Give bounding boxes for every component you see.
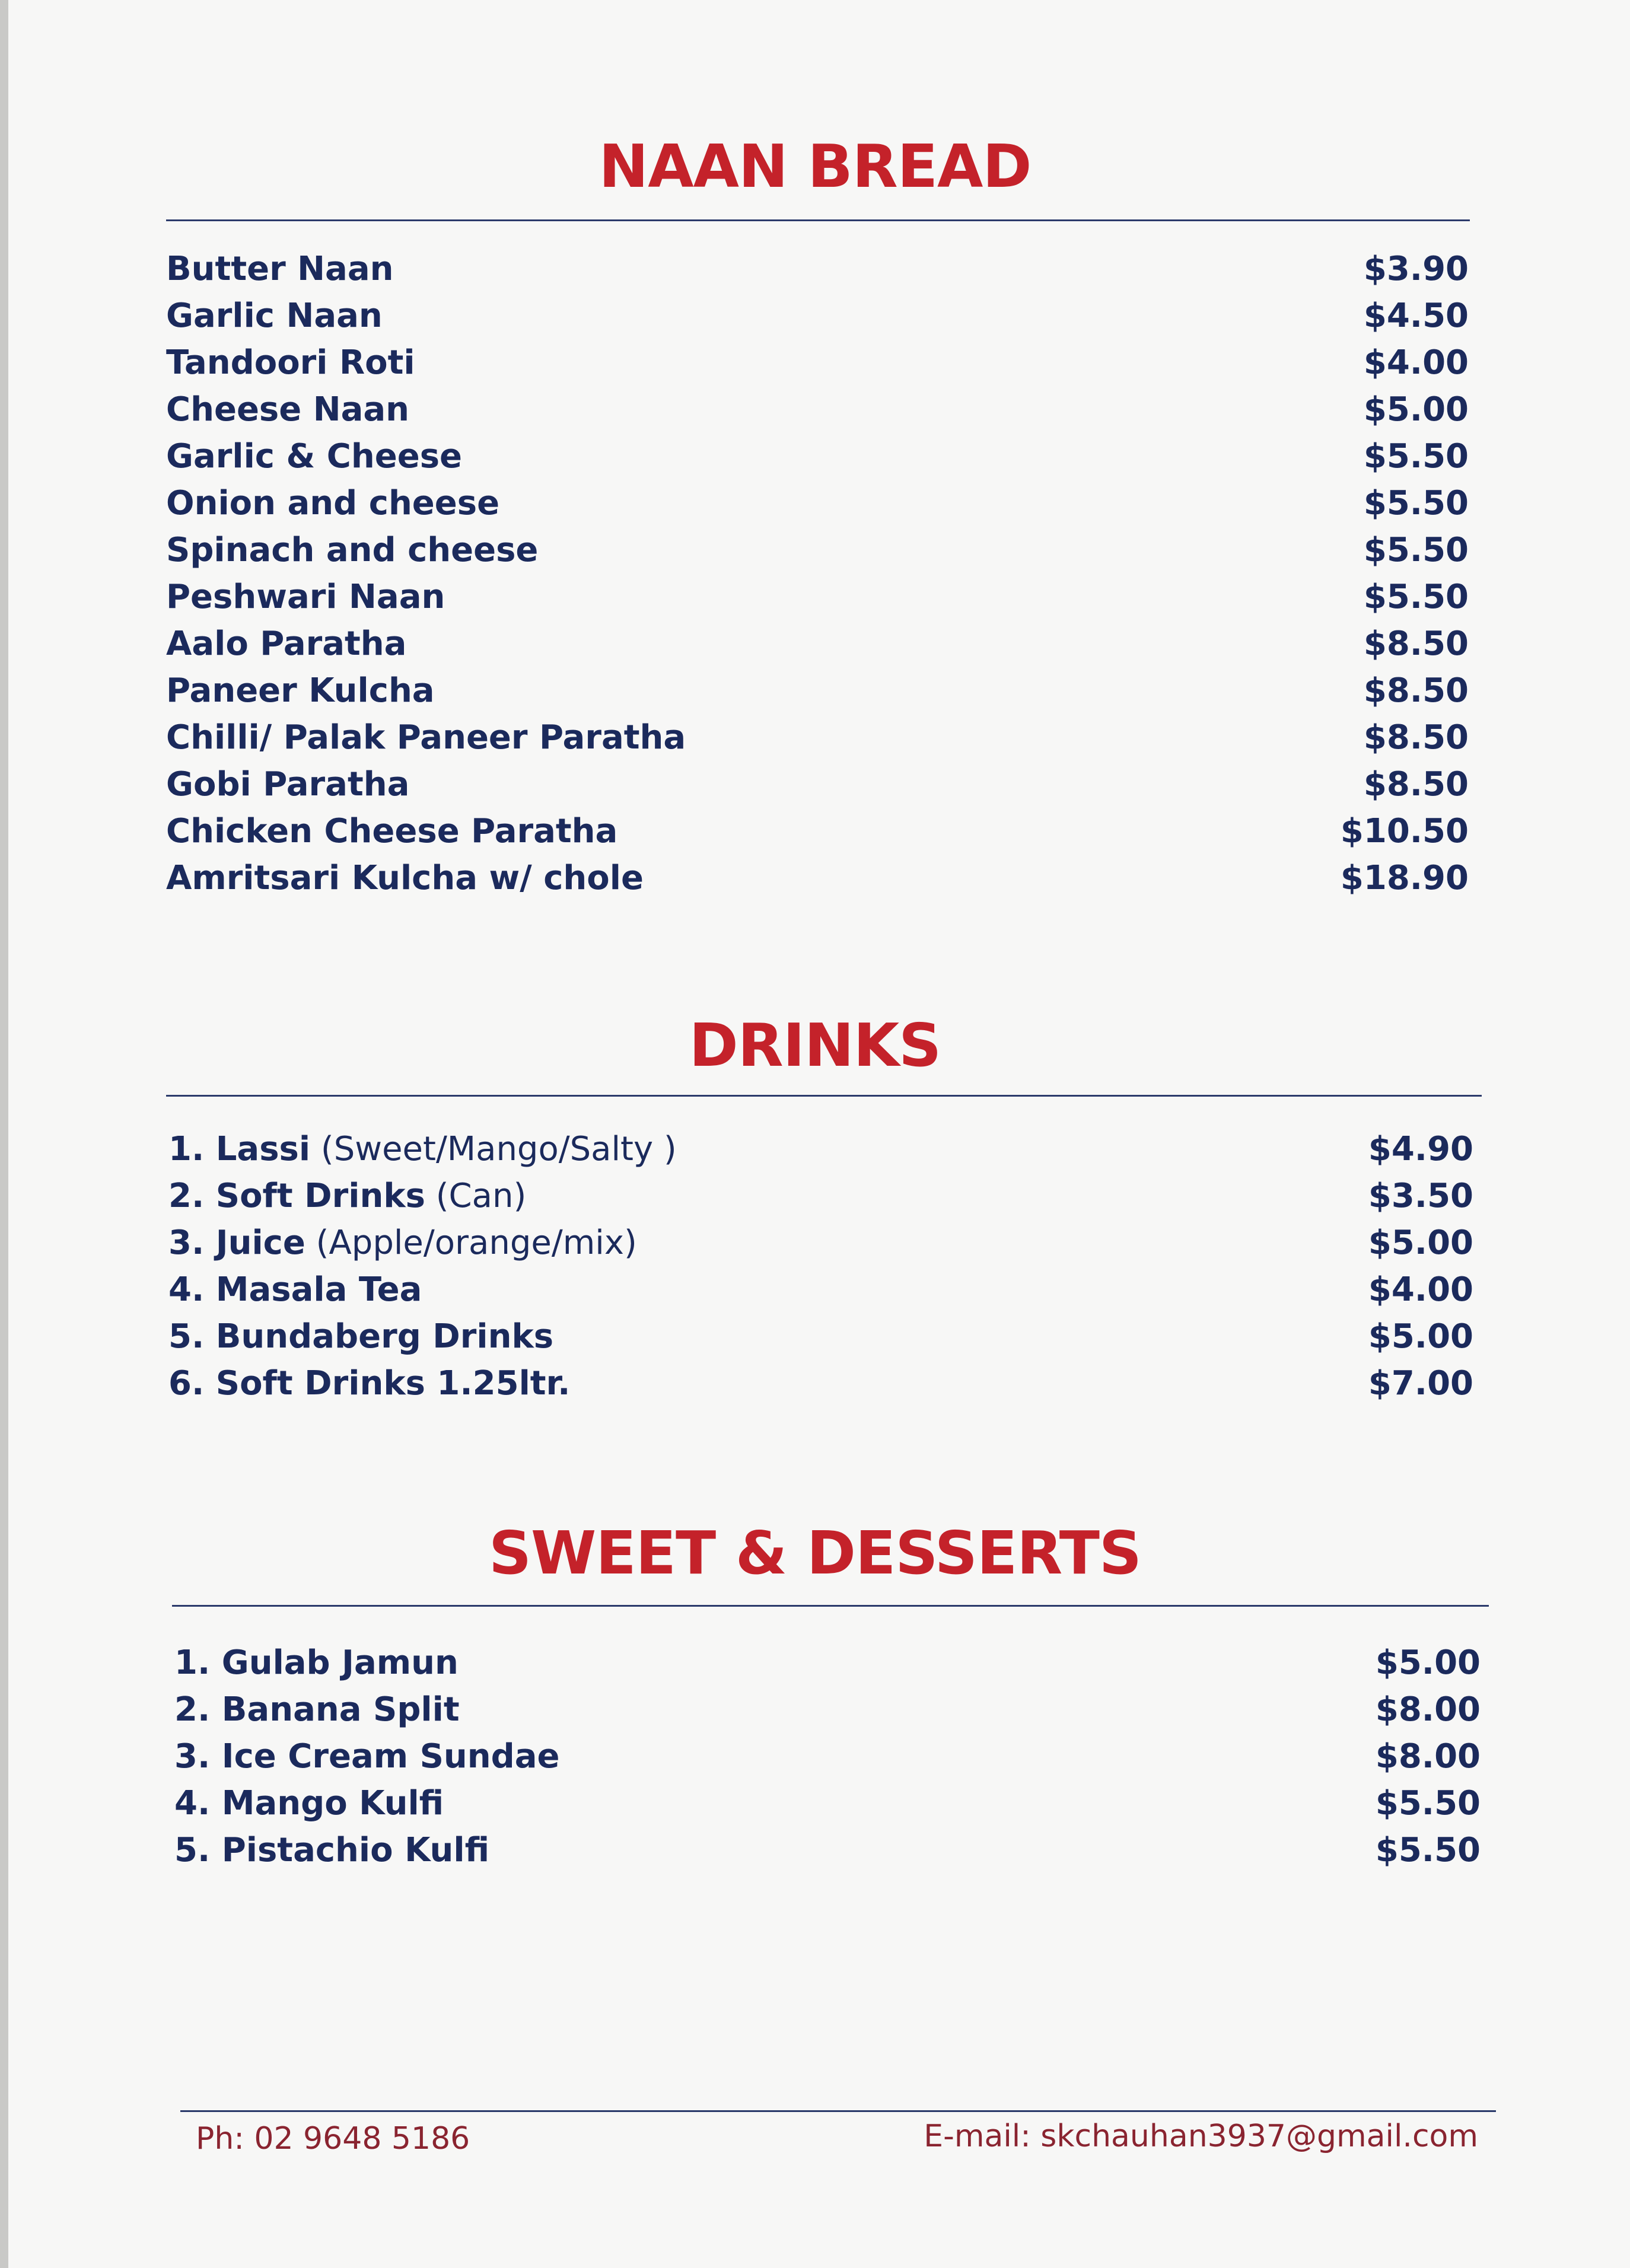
footer-email: E-mail: skchauhan3937@gmail.com: [924, 2119, 1478, 2154]
item-name: Aalo Paratha: [166, 625, 407, 663]
item-note: (Apple/orange/mix): [305, 1224, 637, 1262]
menu-item: [168, 1313, 1473, 1360]
item-price: $10.50: [1340, 812, 1469, 850]
naan-bread-heading: NAAN BREAD: [598, 132, 1032, 201]
menu-item: [174, 1733, 1481, 1780]
item-price: $3.50: [1368, 1177, 1473, 1215]
menu-item: [174, 1686, 1481, 1733]
item-name: 3. Ice Cream Sundae: [174, 1737, 560, 1776]
item-name: 2. Banana Split: [174, 1690, 460, 1729]
item-price: $4.00: [1363, 343, 1469, 382]
drinks-divider: [166, 1095, 1482, 1097]
item-name-wrap: [168, 1173, 526, 1219]
item-name: 4. Masala Tea: [168, 1270, 422, 1309]
menu-item: [168, 1266, 1473, 1313]
item-price: $4.50: [1363, 297, 1469, 335]
menu-item: [174, 1827, 1481, 1874]
naan-bread-divider: [166, 219, 1470, 221]
naan-bread-list: [166, 246, 1469, 902]
item-price: $8.50: [1363, 671, 1469, 710]
item-name: 1. Lassi: [168, 1130, 311, 1168]
item-price: $8.50: [1363, 765, 1469, 804]
item-name: Paneer Kulcha: [166, 671, 435, 710]
item-price: $3.90: [1363, 250, 1469, 288]
item-price: $18.90: [1340, 859, 1469, 897]
item-name: Cheese Naan: [166, 390, 410, 429]
desserts-list: [174, 1639, 1481, 1874]
item-price: $4.00: [1368, 1270, 1473, 1309]
menu-item: [166, 761, 1469, 808]
item-price: $5.50: [1375, 1784, 1481, 1823]
menu-item: [166, 714, 1469, 761]
item-price: $5.50: [1363, 484, 1469, 523]
menu-item: [166, 339, 1469, 386]
item-name-wrap: [168, 1313, 553, 1360]
item-price: $5.50: [1363, 437, 1469, 476]
menu-item: [174, 1780, 1481, 1827]
item-price: $8.50: [1363, 718, 1469, 757]
menu-item: [166, 292, 1469, 339]
menu-item: [168, 1126, 1473, 1173]
item-name: 2. Soft Drinks: [168, 1177, 425, 1215]
item-name-wrap: [168, 1126, 677, 1173]
item-name: Amritsari Kulcha w/ chole: [166, 859, 644, 897]
item-name: Peshwari Naan: [166, 578, 445, 616]
desserts-divider: [172, 1605, 1489, 1607]
menu-item: [166, 386, 1469, 433]
item-name: 6. Soft Drinks 1.25ltr.: [168, 1364, 571, 1403]
item-name: Butter Naan: [166, 250, 394, 288]
item-name: 5. Bundaberg Drinks: [168, 1317, 554, 1356]
menu-item: [168, 1173, 1473, 1219]
item-name: 4. Mango Kulfi: [174, 1784, 444, 1823]
item-name: Garlic Naan: [166, 297, 383, 335]
item-name-wrap: [168, 1219, 637, 1266]
menu-item: [166, 808, 1469, 855]
item-name: Tandoori Roti: [166, 343, 415, 382]
item-name: 3. Juice: [168, 1224, 305, 1262]
item-name-wrap: [168, 1266, 422, 1313]
item-note: (Sweet/Mango/Salty ): [310, 1130, 677, 1168]
item-name: Onion and cheese: [166, 484, 500, 523]
item-name: Gobi Paratha: [166, 765, 410, 804]
item-name-wrap: [168, 1360, 570, 1407]
item-name: 1. Gulab Jamun: [174, 1643, 459, 1682]
item-name: Garlic & Cheese: [166, 437, 463, 476]
item-price: $5.00: [1368, 1317, 1473, 1356]
item-price: $5.00: [1368, 1224, 1473, 1262]
footer-phone: Ph: 02 9648 5186: [196, 2121, 470, 2156]
item-price: $5.00: [1363, 390, 1469, 429]
menu-item: [166, 855, 1469, 902]
item-price: $5.50: [1363, 531, 1469, 569]
menu-item: [166, 480, 1469, 527]
item-name: Chilli/ Palak Paneer Paratha: [166, 718, 686, 757]
item-price: $5.50: [1363, 578, 1469, 616]
item-price: $8.50: [1363, 625, 1469, 663]
menu-item: [174, 1639, 1481, 1686]
item-name: Spinach and cheese: [166, 531, 539, 569]
drinks-heading: DRINKS: [689, 1011, 941, 1080]
item-price: $8.00: [1375, 1737, 1481, 1776]
item-name: 5. Pistachio Kulfi: [174, 1831, 490, 1869]
menu-item: [166, 433, 1469, 480]
item-note: (Can): [425, 1177, 527, 1215]
menu-item: [166, 246, 1469, 292]
footer-divider: [180, 2110, 1496, 2112]
desserts-heading: SWEET & DESSERTS: [489, 1518, 1141, 1588]
drinks-list: [168, 1126, 1473, 1407]
menu-item: [166, 620, 1469, 667]
item-price: $5.50: [1375, 1831, 1481, 1869]
menu-item: [168, 1360, 1473, 1407]
item-price: $7.00: [1368, 1364, 1473, 1403]
menu-item: [166, 527, 1469, 574]
page-edge: [0, 0, 8, 2268]
menu-item: [166, 574, 1469, 620]
item-price: $4.90: [1368, 1130, 1473, 1168]
item-name: Chicken Cheese Paratha: [166, 812, 618, 850]
item-price: $8.00: [1375, 1690, 1481, 1729]
menu-item: [166, 667, 1469, 714]
menu-item: [168, 1219, 1473, 1266]
item-price: $5.00: [1375, 1643, 1481, 1682]
